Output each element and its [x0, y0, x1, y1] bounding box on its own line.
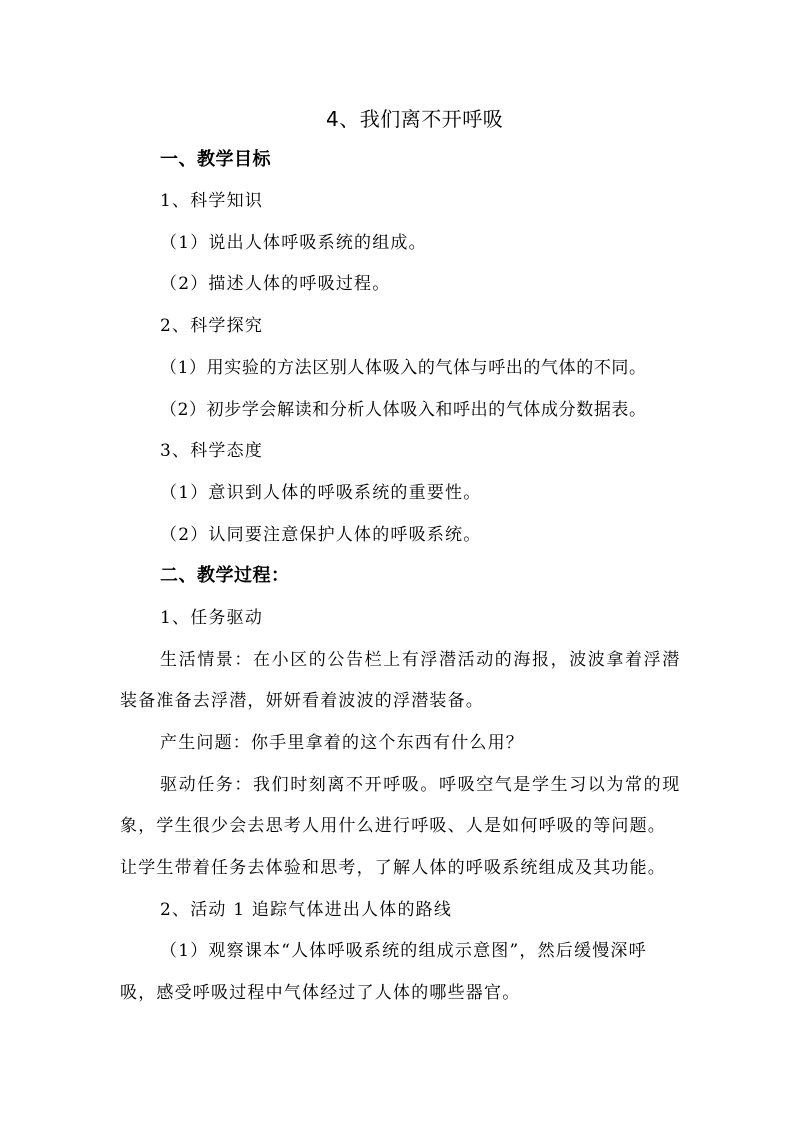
- subheading-knowledge: 1、科学知识: [160, 191, 264, 211]
- subheading-task: 1、任务驱动: [160, 608, 264, 628]
- activity-1-item-1-line-1: （1）观察课本“人体呼吸系统的组成示意图”，然后缓慢深呼: [160, 941, 647, 961]
- scene-text-line-1: 生活情景：在小区的公告栏上有浮潜活动的海报，波波拿着浮潜: [160, 650, 681, 670]
- section-heading-process: 二、教学过程：: [160, 565, 290, 586]
- drive-text-line-1: 驱动任务：我们时刻离不开呼吸。呼吸空气是学生习以为常的现: [160, 775, 681, 795]
- inquiry-item-2: （2）初步学会解读和分析人体吸入和呼出的气体成分数据表。: [160, 400, 647, 420]
- drive-text-line-3: 让学生带着任务去体验和思考，了解人体的呼吸系统组成及其功能。: [120, 858, 666, 878]
- question-text: 产生问题：你手里拿着的这个东西有什么用？: [160, 733, 524, 753]
- section-heading-goals: 一、教学目标: [160, 149, 271, 170]
- scene-text-line-2: 装备准备去浮潜，妍妍看着波波的浮潜装备。: [120, 691, 484, 711]
- drive-text-line-2: 象，学生很少会去思考人用什么进行呼吸、人是如何呼吸的等问题。: [120, 816, 666, 836]
- attitude-item-1: （1）意识到人体的呼吸系统的重要性。: [160, 483, 482, 503]
- inquiry-item-1: （1）用实验的方法区别人体吸入的气体与呼出的气体的不同。: [160, 358, 647, 378]
- knowledge-item-1: （1）说出人体呼吸系统的组成。: [160, 233, 427, 253]
- page-title: 4、我们离不开呼吸: [326, 107, 504, 131]
- subheading-attitude: 3、科学态度: [160, 441, 264, 461]
- activity-1-item-1-line-2: 吸，感受呼吸过程中气体经过了人体的哪些器官。: [120, 983, 521, 1003]
- subheading-inquiry: 2、科学探究: [160, 316, 264, 336]
- attitude-item-2: （2）认同要注意保护人体的呼吸系统。: [160, 525, 482, 545]
- subheading-activity-1: 2、活动 1 追踪气体进出人体的路线: [160, 900, 453, 920]
- knowledge-item-2: （2）描述人体的呼吸过程。: [160, 274, 391, 294]
